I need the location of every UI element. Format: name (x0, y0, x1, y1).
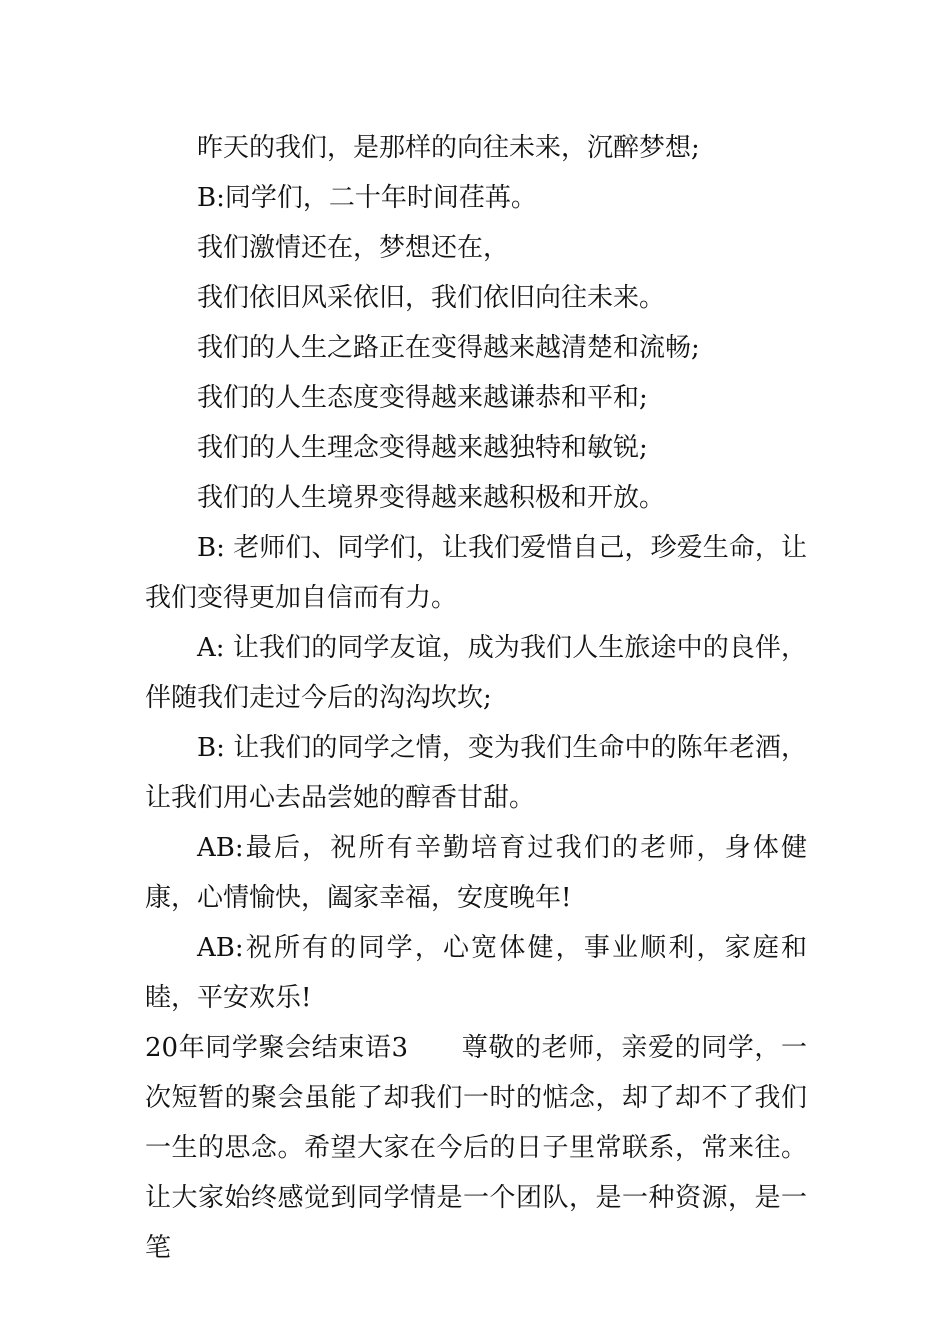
text-line: 我们依旧风采依旧，我们依旧向往未来。 (197, 283, 666, 313)
text-line: B:同学们，二十年时间荏苒。 (197, 183, 537, 213)
paragraph-wish-classmates: AB:祝所有的同学，心宽体健，事业顺利，家庭和睦，平安欢乐! (145, 933, 807, 1013)
text-line: 昨天的我们，是那样的向往未来，沉醉梦想; (197, 133, 700, 163)
paragraph-old-wine: B: 让我们的同学之情，变为我们生命中的陈年老酒，让我们用心去品尝她的醇香甘甜。 (145, 733, 807, 813)
text-line: 我们的人生之路正在变得越来越清楚和流畅; (197, 333, 700, 363)
document-body (145, 123, 807, 1273)
text-line: 我们的人生态度变得越来越谦恭和平和; (197, 383, 648, 413)
text-line: 我们的人生境界变得越来越积极和开放。 (197, 483, 666, 513)
text-line: 我们的人生理念变得越来越独特和敏锐; (197, 433, 648, 463)
paragraph-wish-teachers: AB:最后，祝所有辛勤培育过我们的老师，身体健康，心情愉快，阖家幸福，安度晚年! (145, 833, 807, 913)
paragraph-closing-section-3: 20年同学聚会结束语3 尊敬的老师，亲爱的同学，一次短暂的聚会虽能了却我们一时的惦念，却了却不了我们一生的思念。希望大家在今后的日子里常联系，常来往。让大家始终感觉到同学情是一个团队，是一种资源，是一笔 (145, 1033, 807, 1263)
paragraph-teachers-classmates: B: 老师们、同学们，让我们爱惜自己，珍爱生命，让我们变得更加自信而有力。 (145, 533, 807, 613)
text-line: 我们激情还在，梦想还在， (197, 233, 510, 263)
paragraph-friendship: A: 让我们的同学友谊，成为我们人生旅途中的良伴，伴随我们走过今后的沟沟坎坎; (145, 633, 807, 713)
